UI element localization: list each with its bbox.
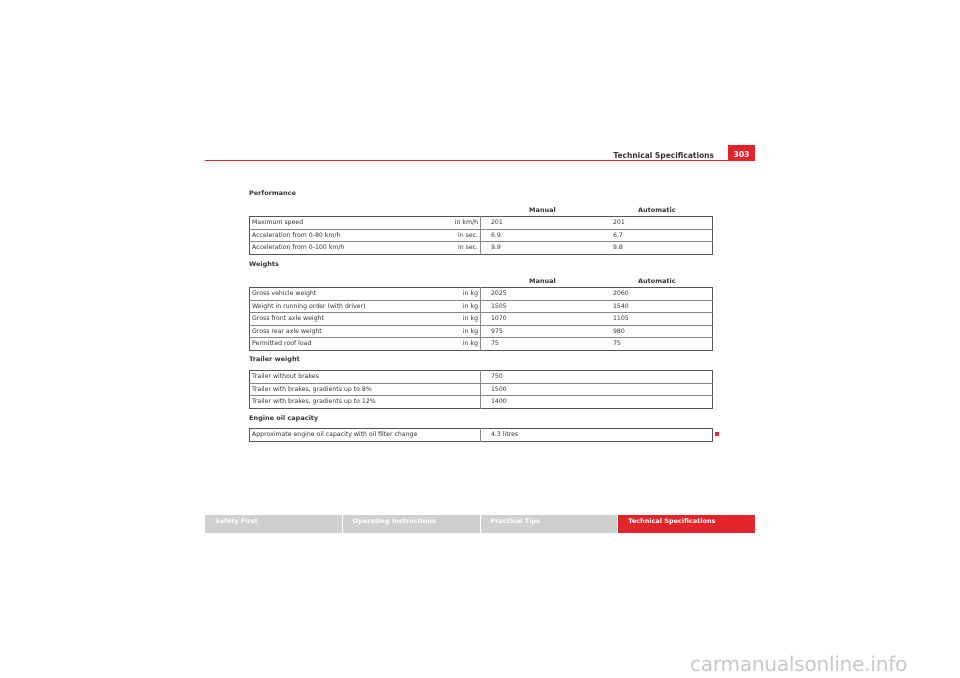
automatic-value: 980 bbox=[603, 325, 713, 338]
row-label: Gross front axle weight bbox=[252, 315, 324, 323]
row-unit: in km/h bbox=[454, 219, 478, 227]
automatic-value: 1105 bbox=[603, 313, 713, 326]
table-row bbox=[250, 429, 713, 442]
table-row bbox=[250, 229, 713, 242]
col-manual-header: Manual bbox=[529, 206, 556, 214]
manual-value: 75 bbox=[481, 338, 604, 351]
table-row bbox=[250, 288, 713, 301]
row-unit: in kg bbox=[462, 290, 478, 298]
section-heading-trailer: Trailer weight bbox=[249, 355, 300, 363]
table-row bbox=[250, 371, 713, 384]
automatic-value: 2060 bbox=[613, 290, 629, 298]
manual-value: 201 bbox=[481, 217, 604, 230]
weights-table bbox=[249, 287, 713, 351]
page-number-badge: 303 bbox=[728, 145, 755, 161]
manual-value: 9.9 bbox=[481, 242, 604, 255]
section-heading-oil: Engine oil capacity bbox=[249, 414, 319, 422]
oil-table bbox=[249, 428, 713, 442]
header-title: Technical Specifications bbox=[613, 151, 714, 160]
row-label: Permitted roof load bbox=[252, 340, 312, 348]
row-label: Approximate engine oil capacity with oil filter change bbox=[252, 431, 418, 439]
automatic-value: 1540 bbox=[603, 300, 713, 313]
table-row bbox=[250, 396, 713, 409]
table-row bbox=[250, 242, 713, 255]
section-end-marker bbox=[715, 432, 719, 436]
table-row bbox=[250, 313, 713, 326]
automatic-value: 6.7 bbox=[603, 229, 713, 242]
row-unit: in kg bbox=[462, 302, 478, 310]
row-value: 4.3 litres bbox=[481, 429, 713, 442]
row-label: Weight in running order (with driver) bbox=[252, 302, 366, 310]
row-value: 750 bbox=[481, 371, 713, 384]
row-value: 1500 bbox=[481, 383, 713, 396]
row-unit: in kg bbox=[462, 315, 478, 323]
row-label: Gross vehicle weight bbox=[252, 290, 317, 298]
trailer-table bbox=[249, 370, 713, 409]
row-label: Trailer with brakes, gradients up to 12% bbox=[250, 396, 481, 409]
manual-value: 1505 bbox=[481, 300, 604, 313]
automatic-value: 201 bbox=[613, 219, 625, 227]
col-manual-header: Manual bbox=[529, 277, 556, 285]
section-heading-performance: Performance bbox=[249, 189, 296, 197]
manual-value: 975 bbox=[481, 325, 604, 338]
row-unit: in kg bbox=[462, 327, 478, 335]
row-label: Trailer without brakes bbox=[252, 373, 319, 381]
table-row bbox=[250, 217, 713, 230]
col-automatic-header: Automatic bbox=[638, 206, 676, 214]
row-label: Acceleration from 0-100 km/h bbox=[252, 244, 345, 252]
manual-value: 1070 bbox=[481, 313, 604, 326]
footer-nav bbox=[205, 515, 755, 533]
row-label: Gross rear axle weight bbox=[252, 327, 322, 335]
table-row bbox=[250, 325, 713, 338]
automatic-value: 9.8 bbox=[603, 242, 713, 255]
footer-tab-safety-first[interactable]: Safety First bbox=[205, 515, 343, 533]
watermark: carmanualsonline.info bbox=[690, 652, 908, 676]
col-automatic-header: Automatic bbox=[638, 277, 676, 285]
table-row bbox=[250, 300, 713, 313]
footer-tab-practical-tips[interactable]: Practical Tips bbox=[481, 515, 619, 533]
row-unit: in kg bbox=[462, 340, 478, 348]
row-unit: in sec. bbox=[457, 231, 478, 239]
row-label: Acceleration from 0-80 km/h bbox=[252, 231, 341, 239]
section-heading-weights: Weights bbox=[249, 260, 279, 268]
footer-tab-technical-specifications[interactable]: Technical Specifications bbox=[618, 515, 755, 533]
table-row bbox=[250, 338, 713, 351]
manual-value: 2025 bbox=[481, 288, 604, 301]
table-row bbox=[250, 383, 713, 396]
manual-value: 6.9 bbox=[481, 229, 604, 242]
row-label: Trailer with brakes, gradients up to 8% bbox=[250, 383, 481, 396]
header-rule bbox=[205, 160, 755, 161]
footer-tab-operating-instructions[interactable]: Operating Instructions bbox=[343, 515, 481, 533]
row-label: Maximum speed bbox=[252, 219, 304, 227]
row-unit: in sec. bbox=[457, 244, 478, 252]
automatic-value: 75 bbox=[603, 338, 713, 351]
performance-table bbox=[249, 216, 713, 255]
row-value: 1400 bbox=[481, 396, 713, 409]
